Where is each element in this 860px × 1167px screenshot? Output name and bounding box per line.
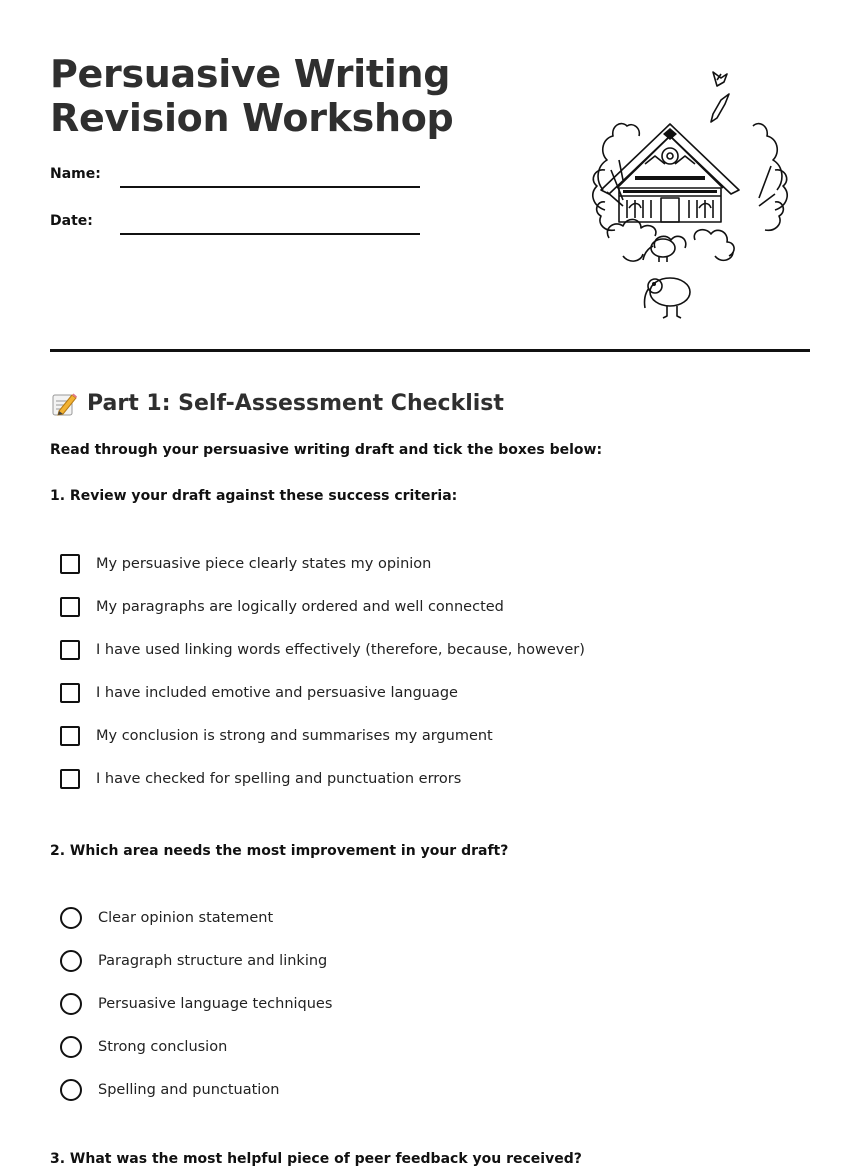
page-title: [50, 52, 453, 140]
checkbox[interactable]: [60, 683, 80, 703]
radio-option[interactable]: [60, 905, 273, 931]
radio-option[interactable]: [60, 991, 332, 1017]
checkbox[interactable]: [60, 640, 80, 660]
part1-instruction: Read through your persuasive writing draft and tick the boxes below:: [50, 442, 603, 458]
part1-heading-text: Part 1: Self-Assessment Checklist: [87, 390, 504, 416]
wharenui-kiwi-illustration: [545, 60, 795, 320]
checklist-item[interactable]: [60, 637, 585, 663]
radio-option[interactable]: [60, 1034, 227, 1060]
name-label: Name:: [50, 166, 101, 182]
title-line-2: Revision Workshop: [50, 96, 454, 140]
checklist-item[interactable]: [60, 551, 431, 577]
radio-option-label: Spelling and punctuation: [98, 1082, 280, 1098]
title-line-1: Persuasive Writing: [50, 52, 451, 96]
checkbox[interactable]: [60, 597, 80, 617]
question-1-label: 1. Review your draft against these success criteria:: [50, 488, 458, 504]
radio-option[interactable]: [60, 948, 327, 974]
radio-option-label: Clear opinion statement: [98, 910, 274, 926]
memo-icon: [50, 389, 78, 417]
checklist-item[interactable]: [60, 680, 458, 706]
checklist-item[interactable]: [60, 594, 504, 620]
checklist-item-label: I have used linking words effectively (therefore, because, however): [96, 642, 585, 658]
radio-button[interactable]: [60, 950, 82, 972]
checkbox[interactable]: [60, 554, 80, 574]
radio-option-label: Paragraph structure and linking: [98, 953, 328, 969]
date-label: Date:: [50, 213, 93, 229]
question-2-label: 2. Which area needs the most improvement in your draft?: [50, 843, 509, 859]
date-field[interactable]: [120, 233, 420, 235]
radio-button[interactable]: [60, 993, 82, 1015]
checklist-item-label: My conclusion is strong and summarises my argument: [96, 728, 493, 744]
radio-button[interactable]: [60, 907, 82, 929]
checklist-item-label: My persuasive piece clearly states my opinion: [96, 556, 432, 572]
checkbox[interactable]: [60, 726, 80, 746]
radio-option-label: Persuasive language techniques: [98, 996, 333, 1012]
checkbox[interactable]: [60, 769, 80, 789]
radio-button[interactable]: [60, 1036, 82, 1058]
part1-heading: [50, 389, 504, 417]
radio-option-label: Strong conclusion: [98, 1039, 228, 1055]
checklist-item[interactable]: [60, 766, 461, 792]
checklist-item[interactable]: [60, 723, 493, 749]
radio-option[interactable]: [60, 1077, 279, 1103]
worksheet-page: [50, 0, 810, 1167]
question-3-label: 3. What was the most helpful piece of peer feedback you received?: [50, 1151, 582, 1167]
header-divider: [50, 349, 810, 352]
radio-button[interactable]: [60, 1079, 82, 1101]
name-field[interactable]: [120, 186, 420, 188]
checklist-item-label: My paragraphs are logically ordered and well connected: [96, 599, 504, 615]
checklist-item-label: I have included emotive and persuasive language: [96, 685, 458, 701]
checklist-item-label: I have checked for spelling and punctuation errors: [96, 771, 462, 787]
